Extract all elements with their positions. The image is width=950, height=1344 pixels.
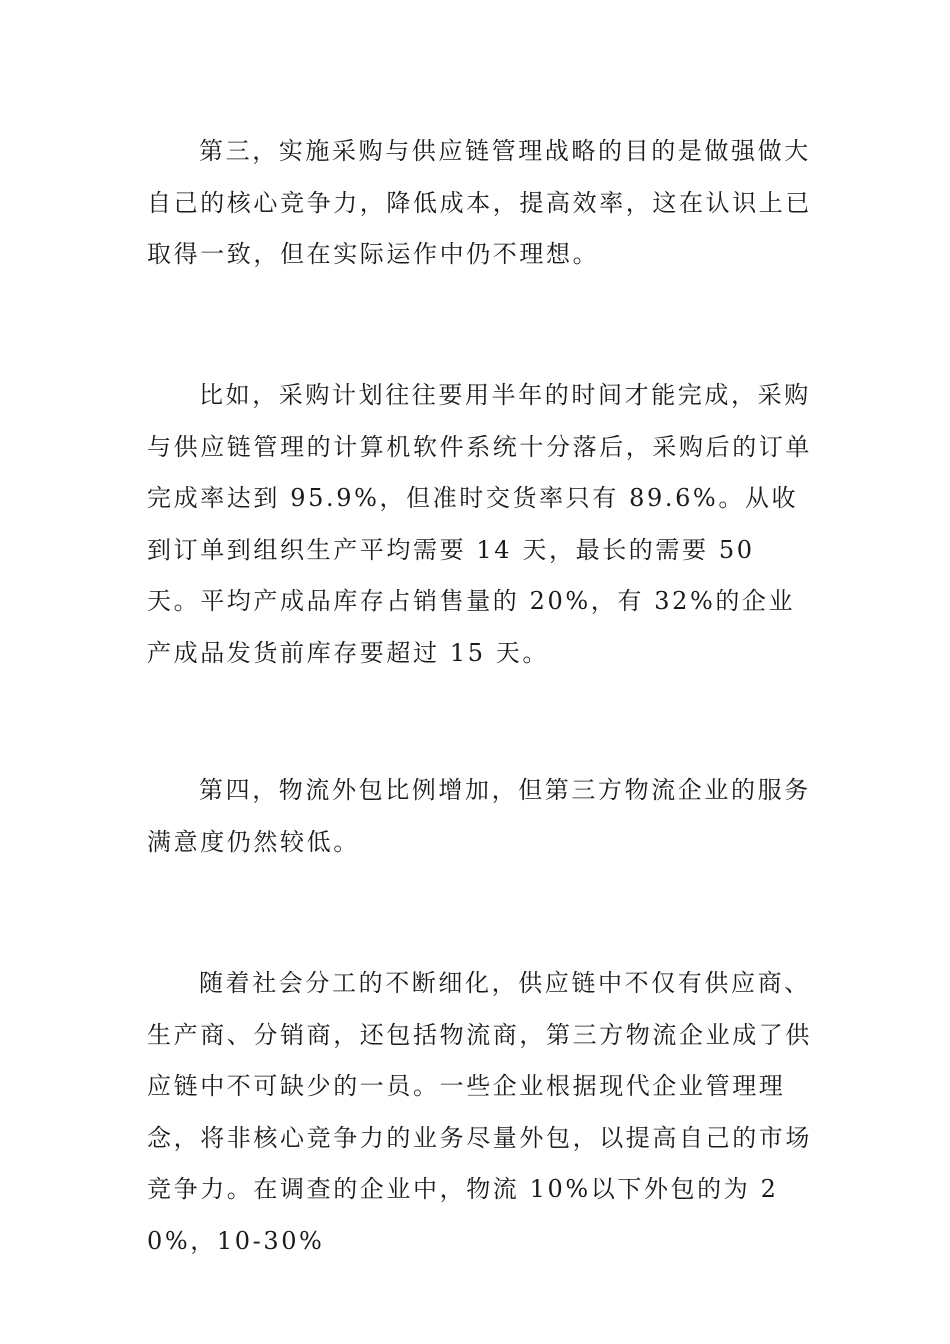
paragraph-supply-chain-division: 随着社会分工的不断细化，供应链中不仅有供应商、生产商、分销商，还包括物流商，第三方物流企业成了供应链中不可缺少的一员。一些企业根据现代企业管理理念，将非核心竞争力的业务尽量外包，以提高自己的市场竞争力。在调查的企业中，物流 10%以下外包的为 20%，10-30% <box>147 969 812 1255</box>
paragraph-procurement-example: 比如，采购计划往往要用半年的时间才能完成，采购与供应链管理的计算机软件系统十分落后，采购后的订单完成率达到 95.9%，但准时交货率只有 89.6%。从收到订单到组织生产平均需要 14 天，最长的需要 50 天。平均产成品库存占销售量的 20%，有 32%的企业产成品发货前库存要超过 15 天。 <box>147 381 812 667</box>
paragraph-logistics-outsourcing: 第四，物流外包比例增加，但第三方物流企业的服务满意度仍然较低。 <box>147 776 811 856</box>
paragraph-strategy-goal: 第三，实施采购与供应链管理战略的目的是做强做大自己的核心竞争力，降低成本，提高效率，这在认识上已取得一致，但在实际运作中仍不理想。 <box>147 137 812 268</box>
